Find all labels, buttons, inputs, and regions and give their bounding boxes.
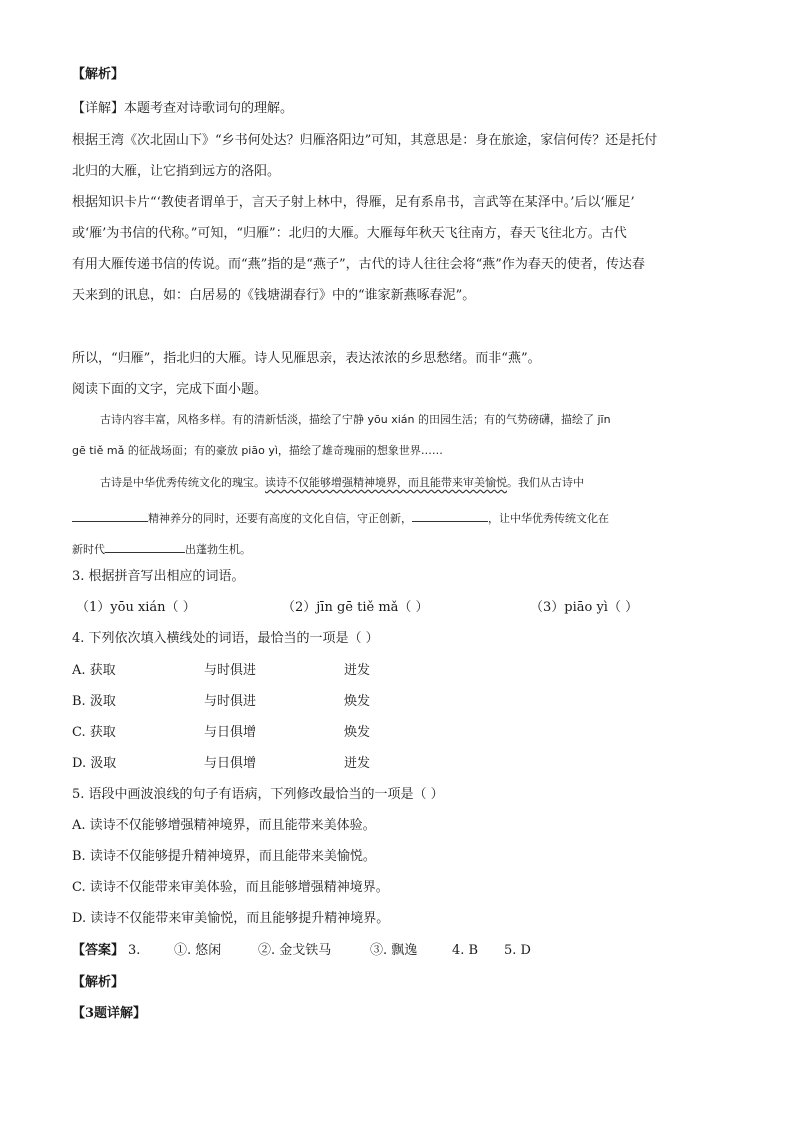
blank-2 <box>412 509 488 522</box>
answer-3-2: ②. 金戈铁马 <box>258 943 332 958</box>
analysis-heading: 【解析】 <box>72 67 125 82</box>
passage-line2: gē tiě mǎ 的征战场面；有的豪放 piāo yì，描绘了雄奇瑰丽的想象世界…… <box>72 444 443 457</box>
q4-option-c-word3: 焕发 <box>344 725 371 740</box>
blank-3 <box>105 540 185 553</box>
q5-option-c: C. 读诗不仅能带来审美体验，而且能够增强精神境界。 <box>72 880 389 895</box>
instruction: 阅读下面的文字，完成下面小题。 <box>72 382 268 397</box>
answer-q3: 3. <box>128 943 141 958</box>
blank-1 <box>72 509 148 522</box>
q4-option-d: D. 汲取 <box>72 756 117 771</box>
q4-stem: 4. 下列依次填入横线处的词语，最恰当的一项是（ ） <box>72 631 379 646</box>
q4-option-b: B. 汲取 <box>72 694 116 709</box>
para2-line2: 或‘雁’为书信的代称。”可知，“归雁”：北归的大雁。大雁每年秋天飞往南方，春天飞往北方。古代 <box>72 226 627 241</box>
passage-line3: 古诗是中华优秀传统文化的瑰宝。读诗不仅能够增强精神境界，而且能带来审美愉悦。我们从古诗中 <box>100 476 584 489</box>
q4-option-d-word3: 迸发 <box>344 756 371 771</box>
para1-line2: 北归的大雁，让它捎到远方的洛阳。 <box>72 164 281 179</box>
q3-item-3: （3）piāo yì（ ） <box>530 600 639 615</box>
analysis-heading-2: 【解析】 <box>72 975 125 990</box>
answer-3-3: ③. 飘逸 <box>370 943 418 958</box>
q4-option-a-word3: 迸发 <box>344 663 371 678</box>
conclusion: 所以，“归雁”，指北归的大雁。诗人见雁思亲，表达浓浓的乡思愁绪。而非“燕”。 <box>72 351 541 366</box>
q4-option-a-word2: 与时俱进 <box>204 663 257 678</box>
q3-item-2: （2）jīn gē tiě mǎ（ ） <box>282 600 429 615</box>
q4-option-a: A. 获取 <box>72 663 116 678</box>
para2-line4: 天来到的讯息，如：白居易的《钱塘湖春行》中的“谁家新燕啄春泥”。 <box>72 288 476 303</box>
answer-3-1: ①. 悠闲 <box>174 943 222 958</box>
q5-stem: 5. 语段中画波浪线的句子有语病，下列修改最恰当的一项是（ ） <box>72 787 444 802</box>
answer-label: 【答案】 <box>72 943 125 958</box>
detail-heading: 【详解】本题考查对诗歌词句的理解。 <box>72 101 294 116</box>
para2-line3: 有用大雁传递书信的传说。而“燕”指的是“燕子”，古代的诗人往往会将“燕”作为春天的使者，传达春 <box>72 257 645 272</box>
q4-option-c: C. 获取 <box>72 725 116 740</box>
q3-stem: 3. 根据拼音写出相应的词语。 <box>72 569 245 584</box>
q4-option-d-word2: 与日俱增 <box>204 756 257 771</box>
q4-option-b-word2: 与时俱进 <box>204 694 257 709</box>
passage-line1: 古诗内容丰富，风格多样。有的清新恬淡，描绘了宁静 yōu xián 的田园生活；有的气势磅礴，描绘了 jīn <box>100 413 611 426</box>
q4-option-c-word2: 与日俱增 <box>204 725 257 740</box>
para1-line1: 根据王湾《次北固山下》“乡书何处达？归雁洛阳边”可知，其意思是：身在旅途，家信何传？还是托付 <box>72 133 658 148</box>
q5-option-d: D. 读诗不仅能带来审美愉悦，而且能够提升精神境界。 <box>72 911 390 926</box>
answer-5: 5. D <box>504 943 531 958</box>
q3-item-1: （1）yōu xián（ ） <box>76 600 196 615</box>
q5-option-b: B. 读诗不仅能够提升精神境界，而且能带来美愉悦。 <box>72 849 376 864</box>
q3-detail-heading: 【3题详解】 <box>72 1006 147 1021</box>
wavy-sentence: 读诗不仅能够增强精神境界，而且能带来审美愉悦 <box>265 476 507 489</box>
para2-line1: 根据知识卡片“‘教使者谓单于，言天子射上林中，得雁，足有系帛书，言武等在某泽中。’后以‘雁足’ <box>72 195 635 210</box>
answer-4: 4. B <box>452 943 479 958</box>
q5-option-a: A. 读诗不仅能够增强精神境界，而且能带来美体验。 <box>72 818 376 833</box>
passage-line4: 精神养分的同时，还要有高度的文化自信，守正创新， ，让中华优秀传统文化在 <box>72 509 609 524</box>
passage-line5: 新时代 出蓬勃生机。 <box>72 540 251 555</box>
q4-option-b-word3: 焕发 <box>344 694 371 709</box>
